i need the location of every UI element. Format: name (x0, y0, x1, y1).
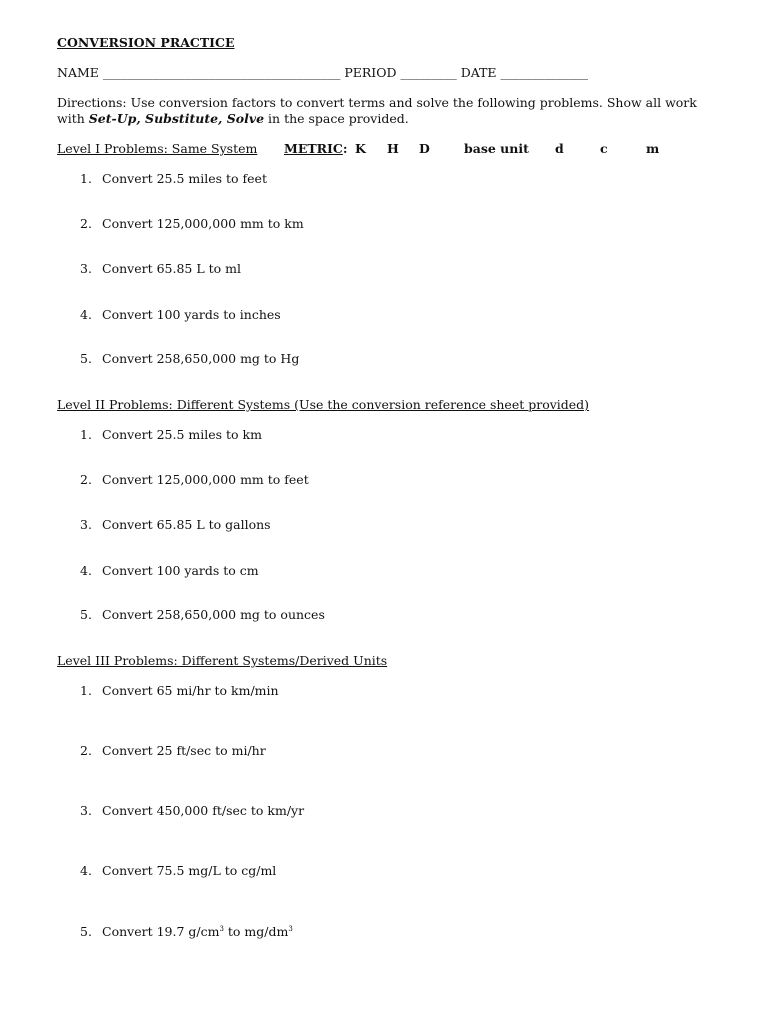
directions-emphasis: Set-Up, Substitute, Solve (88, 111, 265, 126)
problem-number: 3. (80, 803, 92, 818)
problem-number: 1. (80, 427, 92, 442)
problem-number: 3. (80, 261, 92, 276)
problem-text-part-b: to mg/dm (223, 924, 289, 939)
problem-text: Convert 258,650,000 mg to Hg (102, 351, 300, 366)
metric-colon: : (342, 141, 348, 156)
problem-number: 1. (80, 683, 92, 698)
directions-text (57, 95, 697, 127)
level2-problem-5 (80, 607, 325, 622)
superscript-a: 3 (219, 924, 224, 933)
level2-problem-4 (80, 563, 259, 578)
level1-heading (57, 141, 257, 156)
metric-unit-c: c (600, 141, 608, 156)
level3-problem-2 (80, 743, 266, 758)
directions-prefix: Directions: Use conversion factors to convert terms and solve the following problems. Show all work with (57, 95, 697, 126)
level2-problem-3 (80, 517, 271, 532)
problem-number: 1. (80, 171, 92, 186)
level1-heading-text: Level I Problems: Same System (57, 141, 258, 156)
problem-text: Convert 25.5 miles to km (102, 427, 262, 442)
name-blank: ______________________________________ (102, 65, 341, 80)
problem-number: 2. (80, 216, 92, 231)
problem-number: 5. (80, 924, 92, 939)
problem-text-part-a: Convert 19.7 g/cm (102, 924, 220, 939)
problem-text: Convert 100 yards to cm (102, 563, 259, 578)
metric-label (284, 141, 347, 156)
level1-problem-1 (80, 171, 267, 186)
period-blank: _________ (400, 65, 457, 80)
level2-heading-text: Level II Problems: Different Systems (Use the conversion reference sheet provided) (57, 397, 590, 412)
level3-problem-5 (80, 924, 293, 939)
problem-text: Convert 25 ft/sec to mi/hr (102, 743, 266, 758)
superscript-b: 3 (288, 924, 293, 933)
date-blank: ______________ (500, 65, 589, 80)
metric-unit-m: m (646, 141, 660, 156)
name-period-date-line (57, 65, 588, 80)
level2-heading (57, 397, 589, 412)
problem-number: 2. (80, 472, 92, 487)
level3-heading-text: Level III Problems: Different Systems/Derived Units (57, 653, 388, 668)
level2-problem-2 (80, 472, 309, 487)
level3-problem-4 (80, 863, 276, 878)
level3-heading (57, 653, 387, 668)
problem-number: 4. (80, 563, 92, 578)
metric-unit-d-upper: D (419, 141, 430, 156)
problem-number: 5. (80, 607, 92, 622)
level3-problem-3 (80, 803, 304, 818)
problem-number: 4. (80, 307, 92, 322)
level1-problem-4 (80, 307, 281, 322)
metric-label-text: METRIC (284, 141, 343, 156)
metric-unit-d-lower: d (555, 141, 564, 156)
problem-text: Convert 65 mi/hr to km/min (102, 683, 279, 698)
problem-text: Convert 65.85 L to gallons (102, 517, 271, 532)
metric-unit-k: K (355, 141, 366, 156)
problem-number: 3. (80, 517, 92, 532)
problem-number: 2. (80, 743, 92, 758)
problem-text: Convert 100 yards to inches (102, 307, 281, 322)
problem-text: Convert 258,650,000 mg to ounces (102, 607, 325, 622)
level2-problem-1 (80, 427, 262, 442)
problem-number: 4. (80, 863, 92, 878)
problem-text: Convert 75.5 mg/L to cg/ml (102, 863, 277, 878)
problem-text: Convert 25.5 miles to feet (102, 171, 267, 186)
problem-text: Convert 125,000,000 mm to km (102, 216, 304, 231)
problem-text: Convert 125,000,000 mm to feet (102, 472, 309, 487)
page-title: CONVERSION PRACTICE (57, 35, 235, 50)
problem-text: Convert 65.85 L to ml (102, 261, 241, 276)
level1-problem-2 (80, 216, 304, 231)
level1-problem-5 (80, 351, 299, 366)
period-label: PERIOD (344, 65, 397, 80)
directions-suffix: in the space provided. (264, 111, 409, 126)
date-label: DATE (460, 65, 497, 80)
level1-problem-3 (80, 261, 241, 276)
metric-unit-h: H (387, 141, 399, 156)
level3-problem-1 (80, 683, 279, 698)
problem-text: Convert 450,000 ft/sec to km/yr (102, 803, 305, 818)
problem-number: 5. (80, 351, 92, 366)
name-label: NAME (57, 65, 99, 80)
metric-unit-base: base unit (464, 141, 529, 156)
